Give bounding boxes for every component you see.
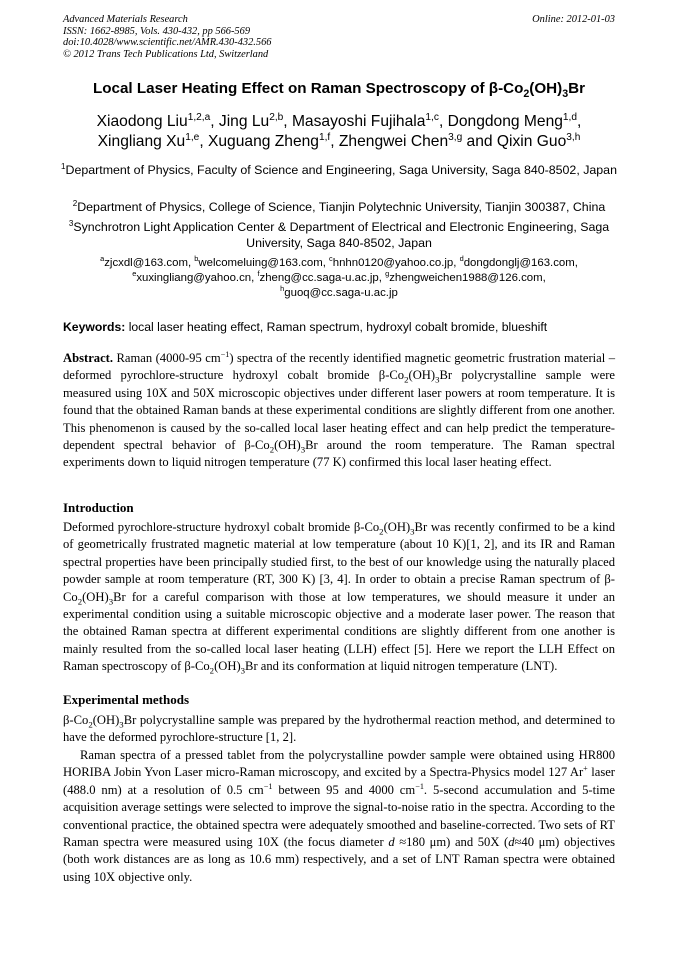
author xyxy=(339,133,497,150)
email-separator: , xyxy=(322,257,330,269)
author xyxy=(98,133,208,150)
journal-name: Advanced Materials Research xyxy=(63,14,188,25)
abstract-text: Br polycrystalline sample were measured using 10X and 50X microscopic objectives under different laser powers at room temperature. It is found that the obtained Raman bands at these experimental conditions are slightly different from one another. This phenomenon is caused by the so-called local laser heating effect and can help predict the temperature-dependent spectral behavior of β-Co xyxy=(63,368,615,453)
abstract-text: Br around the room temperature. The Raman spectral experiments down to liquid nitrogen temperature (77 K) confirmed this local laser heating effect. xyxy=(63,438,615,470)
email-separator: , xyxy=(251,272,258,284)
keywords-text: local laser heating effect, Raman spectrum, hydroxyl cobalt bromide, blueshift xyxy=(125,320,548,334)
methods-text: . 5-second accumulation and 5-time acquisition average settings were selected to improve the signal-to-noise ratio in the spectra. According to the conventional practice, the obtained spectra were adequately smoothed and baseline-corrected. Two sets of RT Raman spectra were measured using 10X (the focus diameter xyxy=(63,782,615,850)
author-affiliation-mark: 1,d xyxy=(562,111,577,123)
abstract xyxy=(63,350,615,472)
affiliation-mark: 2 xyxy=(72,198,78,208)
author-name: Dongdong Meng xyxy=(447,113,563,130)
email-mark: c xyxy=(329,254,333,264)
methods-variable: d xyxy=(388,835,395,850)
methods-text: between 95 and 4000 cm xyxy=(272,782,416,797)
journal-header xyxy=(63,14,615,60)
author-name: Xuguang Zheng xyxy=(207,133,319,150)
methods-text: Raman spectra of a pressed tablet from the polycrystalline powder sample were obtained using HR800 HORIBA Jobin Yvon Laser micro-Raman microscopy, and excited by a Spectra-Physics model 127 Ar xyxy=(63,748,615,780)
email-mark: e xyxy=(132,269,137,279)
abstract-subscript: 2 xyxy=(404,374,409,385)
abstract-text: (OH) xyxy=(274,438,301,453)
email-separator: , xyxy=(542,272,546,284)
author-name: Qixin Guo xyxy=(496,133,567,150)
online-date: Online: 2012-01-03 xyxy=(532,14,615,25)
title-subscript: 2 xyxy=(523,88,530,101)
abstract-label: Abstract. xyxy=(63,351,114,365)
intro-subscript: 3 xyxy=(108,596,114,607)
email xyxy=(280,284,398,299)
methods-subscript: 2 xyxy=(88,719,93,730)
title-subscript: 3 xyxy=(562,88,569,101)
email xyxy=(194,254,330,269)
email-address: zheng@cc.saga-u.ac.jp xyxy=(259,272,379,284)
email xyxy=(385,269,546,284)
abstract-subscript: 3 xyxy=(435,374,440,385)
author-name: Xiaodong Liu xyxy=(96,113,188,130)
intro-subscript: 3 xyxy=(240,665,246,676)
author xyxy=(208,133,339,150)
author-name: Jing Lu xyxy=(218,113,270,130)
email-address: zhengweichen1988@126.com xyxy=(389,272,543,284)
affiliation-mark: 1 xyxy=(61,161,66,171)
methods-heading: Experimental methods xyxy=(63,692,190,707)
affiliation-text: Synchrotron Light Application Center & Department of Electrical and Electronic Engineering, Saga University, Saga 840-8502, Japan xyxy=(73,220,610,250)
author-affiliation-mark: 3,h xyxy=(566,131,581,143)
author-separator: and xyxy=(462,133,497,150)
methods-text: Br polycrystalline sample was prepared by the hydrothermal reaction method, and determined to have the deformed pyrochlore-structure [1, 2]. xyxy=(63,713,615,745)
author-affiliation-mark: 1,c xyxy=(425,111,439,123)
affiliation-3 xyxy=(60,219,618,251)
intro-text: Br and its conformation at liquid nitrogen temperature (LNT). xyxy=(245,659,558,674)
methods-variable: d xyxy=(508,835,515,850)
author-name: Zhengwei Chen xyxy=(338,133,449,150)
author-separator: , xyxy=(438,113,448,130)
methods-superscript: −1 xyxy=(415,781,424,791)
intro-subscript: 2 xyxy=(209,665,215,676)
author xyxy=(219,113,292,130)
methods-superscript: + xyxy=(583,764,588,774)
author-separator: , xyxy=(330,133,339,150)
author-affiliation-mark: 1,f xyxy=(318,131,331,143)
email-separator: , xyxy=(378,272,386,284)
author xyxy=(448,113,582,130)
intro-subscript: 2 xyxy=(77,596,83,607)
methods-text: ≈40 μm) objectives (both work distances are as long as 10.6 mm) respectively, and a set of LNT Raman spectra were obtained using 10X objective only. xyxy=(63,835,615,884)
email-separator: , xyxy=(187,257,195,269)
author-separator: , xyxy=(199,133,208,150)
methods-text: β-Co xyxy=(63,713,89,727)
email xyxy=(132,269,258,284)
methods-subscript: 3 xyxy=(119,719,124,730)
author-separator: , xyxy=(283,113,292,130)
email-mark: a xyxy=(100,254,105,264)
affiliation-text: Department of Physics, Faculty of Science and Engineering, Saga University, Saga 840-8502, Japan xyxy=(65,163,617,177)
affiliation-mark: 3 xyxy=(68,218,74,228)
intro-text: (OH) xyxy=(383,520,411,534)
doi-line: doi:10.4028/www.scientific.net/AMR.430-432.566 xyxy=(63,37,272,49)
email-address: guoq@cc.saga-u.ac.jp xyxy=(284,287,398,299)
intro-text: Br for a careful comparison with those at low temperatures, we should measure it under an experimental condition using a suitable microscopic objective and a moderate laser power. The reason that the obtained Raman spectra at different experimental conditions are slightly different from one another is mainly resulted from the so-called local laser heating (LLH) effect [5]. Here we report the LLH Effect on Raman spectroscopy of β-Co xyxy=(63,589,615,674)
keywords-label: Keywords: xyxy=(63,320,126,334)
introduction-heading: Introduction xyxy=(63,500,134,515)
author-separator: , xyxy=(577,113,582,130)
abstract-text: (OH) xyxy=(408,368,436,383)
paper-title xyxy=(40,79,638,101)
abstract-superscript: −1 xyxy=(220,349,230,359)
email-mark: g xyxy=(385,269,390,279)
issn-line: ISSN: 1662-8985, Vols. 430-432, pp 566-569 xyxy=(63,25,251,37)
title-text: Br xyxy=(568,80,586,97)
author-name: Masayoshi Fujihala xyxy=(291,113,426,130)
email xyxy=(100,254,195,269)
author-affiliation-mark: 1,e xyxy=(185,131,200,143)
email-list xyxy=(60,256,618,301)
intro-text: (OH) xyxy=(82,589,109,604)
methods-text: ≈180 μm) and 50X ( xyxy=(394,835,509,850)
email xyxy=(329,254,460,269)
author xyxy=(497,133,580,150)
email-address: welcomeluing@163.com xyxy=(198,257,323,269)
email-mark: h xyxy=(280,284,285,294)
email-mark: f xyxy=(257,269,260,279)
email xyxy=(459,254,578,269)
email xyxy=(257,269,386,284)
email-mark: d xyxy=(459,254,464,264)
methods-paragraph-2 xyxy=(63,747,615,886)
intro-subscript: 2 xyxy=(379,526,384,537)
email-address: dongdonglj@163.com xyxy=(463,257,575,269)
author-separator: , xyxy=(210,113,219,130)
author xyxy=(97,113,219,130)
introduction-paragraph xyxy=(63,519,615,676)
title-text: (OH) xyxy=(529,80,563,97)
author-affiliation-mark: 3,g xyxy=(448,131,463,143)
methods-text: (OH) xyxy=(92,713,120,727)
email-address: zjcxdl@163.com xyxy=(104,257,188,269)
email-address: xuxingliang@yahoo.cn xyxy=(136,272,252,284)
methods-superscript: −1 xyxy=(263,781,273,791)
methods-paragraph-1 xyxy=(63,712,615,747)
author-affiliation-mark: 2,b xyxy=(269,111,284,123)
author-affiliation-mark: 1,2,a xyxy=(187,111,211,123)
intro-text: Br was recently confirmed to be a kind of geometrically frustrated magnetic material at low temperature (about 10 K)[1, 2], and its IR and Raman spectral properties have been principally studied first, to the best of our knowledge using the naturally placed powder sample at room temperature (RT, 300 K) [3, 4]. In order to obtain a precise Raman spectrum of β-Co xyxy=(63,520,615,604)
abstract-text: Raman (4000-95 cm xyxy=(113,351,221,365)
title-text: Local Laser Heating Effect on Raman Spectroscopy of β-Co xyxy=(92,80,524,97)
affiliation-2 xyxy=(60,199,618,215)
abstract-text: ) spectra of the recently identified magnetic geometric frustration material – deformed pyrochlore-structure hydroxyl cobalt bromide β-Co xyxy=(63,351,615,383)
intro-text: Deformed pyrochlore-structure hydroxyl cobalt bromide β-Co xyxy=(63,520,380,534)
keywords xyxy=(63,319,623,335)
email-separator: , xyxy=(574,257,578,269)
abstract-subscript: 3 xyxy=(300,444,306,455)
author-list xyxy=(60,112,618,152)
abstract-subscript: 2 xyxy=(269,444,275,455)
email-address: hnhn0120@yahoo.co.jp xyxy=(332,257,454,269)
author xyxy=(292,113,448,130)
copyright-line: © 2012 Trans Tech Publications Ltd, Switzerland xyxy=(63,48,269,60)
methods-text: laser (488.0 nm) at a resolution of 0.5 cm xyxy=(63,765,616,797)
email-separator: , xyxy=(453,257,460,269)
affiliation-1 xyxy=(60,162,618,178)
affiliation-text: Department of Physics, College of Science, Tianjin Polytechnic University, Tianjin 300387, China xyxy=(77,200,606,214)
intro-subscript: 3 xyxy=(410,526,415,537)
intro-text: (OH) xyxy=(214,659,241,674)
author-name: Xingliang Xu xyxy=(97,133,186,150)
email-mark: b xyxy=(194,254,199,264)
